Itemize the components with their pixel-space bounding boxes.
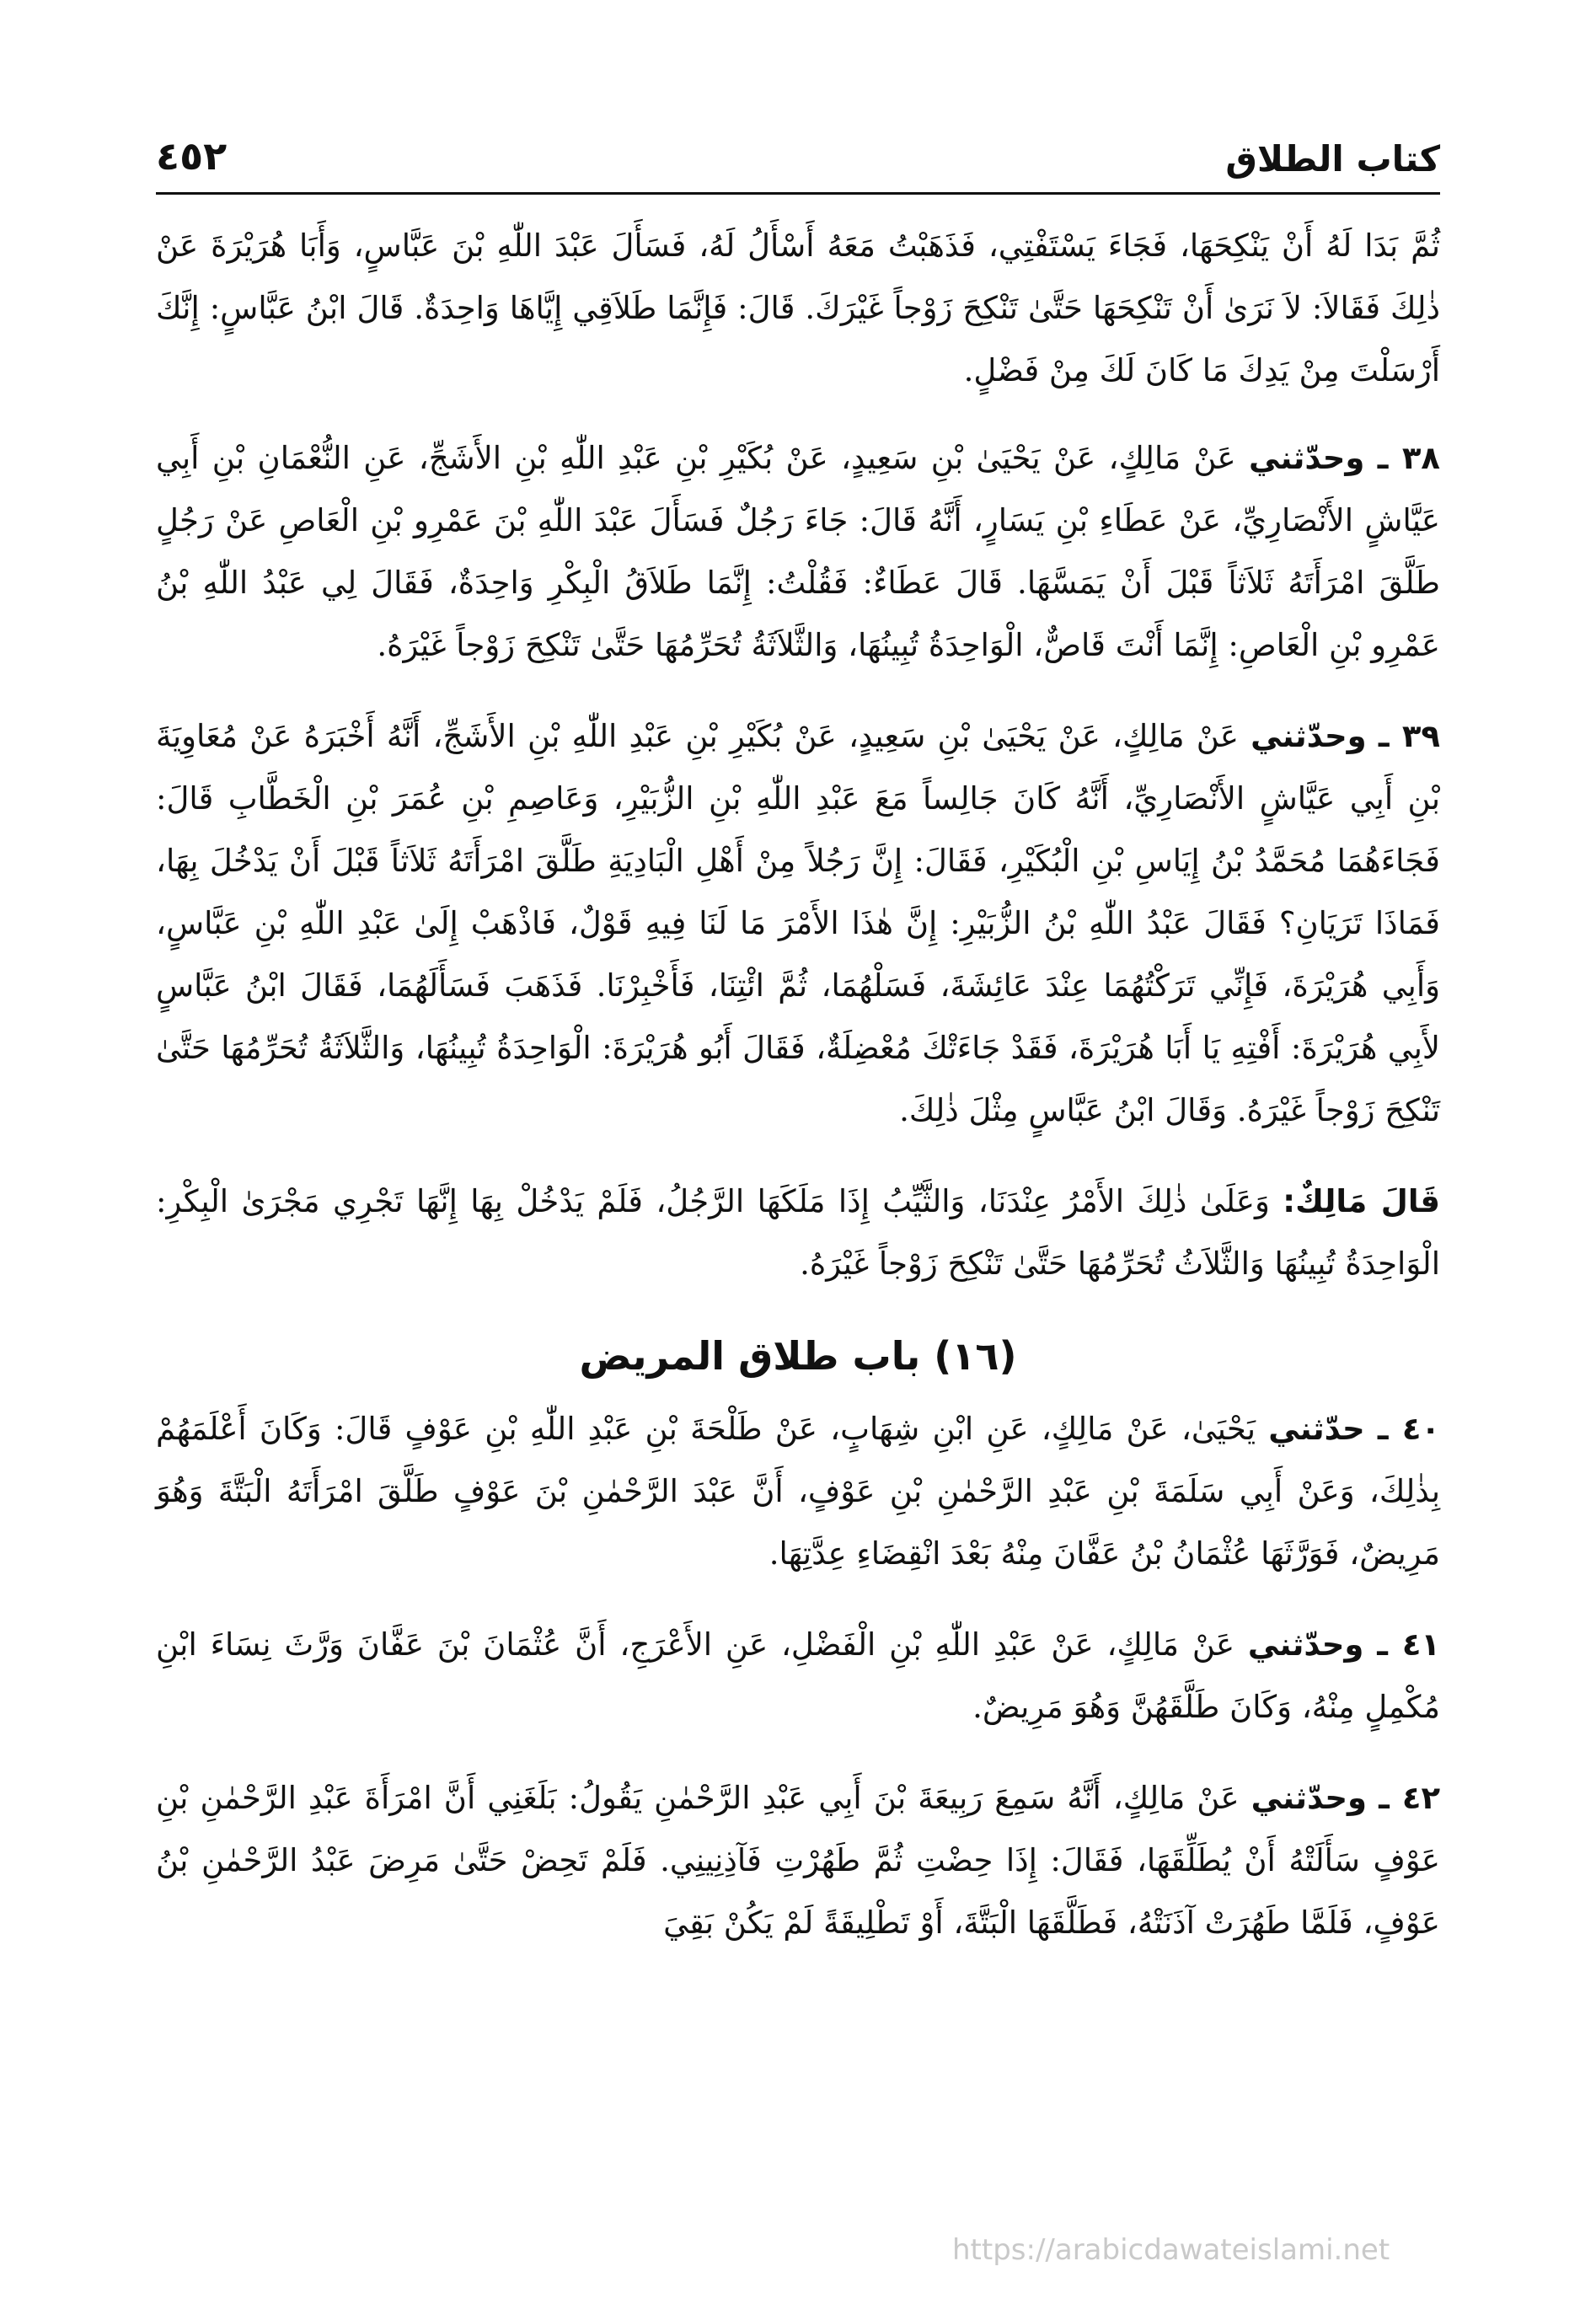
chapter-title: كتاب الطلاق — [1225, 138, 1440, 179]
paragraph-continued — [156, 215, 1440, 402]
hadith-38 — [156, 427, 1440, 677]
page-number: ٤٥٢ — [156, 133, 228, 179]
hadith-40 — [156, 1398, 1440, 1585]
hadith-41 — [156, 1614, 1440, 1739]
hadith-number: ٣٨ ـ — [1377, 440, 1441, 476]
hadith-42 — [156, 1767, 1440, 1954]
hadith-number: ٤٠ ـ — [1377, 1411, 1441, 1447]
watermark-url: https://arabicdawateislami.net — [952, 2233, 1390, 2267]
hadith-number: ٣٩ ـ — [1378, 718, 1440, 754]
hadith-number: ٤٢ ـ — [1379, 1780, 1441, 1816]
page-body — [156, 215, 1440, 1983]
comment-keyword: قَالَ مَالِكٌ: — [1283, 1183, 1440, 1219]
malik-comment — [156, 1171, 1440, 1295]
hadith-keyword: وحدّثني — [1248, 440, 1365, 476]
hadith-text: عَنْ مَالِكٍ، عَنْ عَبْدِ اللّٰهِ بْنِ الْفَضْلِ، عَنِ الأَعْرَجِ، أَنَّ عُثْمَانَ بْنَ عَفَّانَ وَرَّثَ نِسَاءَ ابْنِ مُكْمِلٍ مِنْهُ، وَكَانَ طَلَّقَهُنَّ وَهُوَ مَرِيضٌ. — [156, 1626, 1440, 1725]
hadith-number: ٤١ ـ — [1377, 1626, 1440, 1663]
hadith-text: عَنْ مَالِكٍ، عَنْ يَحْيَىٰ بْنِ سَعِيدٍ، عَنْ بُكَيْرِ بْنِ عَبْدِ اللّٰهِ بْنِ الأَشَجِّ، عَنِ النُّعْمَانِ بْنِ أَبِي عَيَّاشٍ الأَنْصَارِيِّ، عَنْ عَطَاءِ بْنِ يَسَارٍ، أَنَّهُ قَالَ: جَاءَ رَجُلٌ فَسَأَلَ عَبْدَ اللّٰهِ بْنَ عَمْرِو بْنِ الْعَاصِ عَنْ رَجُلٍ طَلَّقَ امْرَأَتَهُ ثَلاَثاً قَبْلَ أَنْ يَمَسَّهَا. قَالَ عَطَاءٌ: فَقُلْتُ: إِنَّمَا طَلاَقُ الْبِكْرِ وَاحِدَةٌ، فَقَالَ لِي عَبْدُ اللّٰهِ بْنُ عَمْرِو بْنِ الْعَاصِ: إِنَّمَا أَنْتَ قَاصٌّ، الْوَاحِدَةُ تُبِينُهَا، وَالثَّلاَثَةُ تُحَرِّمُهَا حَتَّىٰ تَنْكِحَ زَوْجاً غَيْرَهُ. — [156, 440, 1440, 663]
hadith-39 — [156, 705, 1440, 1142]
paragraph-text: ثُمَّ بَدَا لَهُ أَنْ يَنْكِحَهَا، فَجَاءَ يَسْتَفْتِي، فَذَهَبْتُ مَعَهُ أَسْأَلُ لَهُ، فَسَأَلَ عَبْدَ اللّٰهِ بْنَ عَبَّاسٍ، وَأَبَا هُرَيْرَةَ عَنْ ذٰلِكَ فَقَالاَ: لاَ نَرَىٰ أَنْ تَنْكِحَهَا حَتَّىٰ تَنْكِحَ زَوْجاً غَيْرَكَ. قَالَ: فَإِنَّمَا طَلاَقِي إِيَّاهَا وَاحِدَةٌ. قَالَ ابْنُ عَبَّاسٍ: إِنَّكَ أَرْسَلْتَ مِنْ يَدِكَ مَا كَانَ لَكَ مِنْ فَضْلٍ. — [156, 228, 1440, 388]
hadith-text: يَحْيَىٰ، عَنْ مَالِكٍ، عَنِ ابْنِ شِهَابٍ، عَنْ طَلْحَةَ بْنِ عَبْدِ اللّٰهِ بْنِ عَوْفٍ قَالَ: وَكَانَ أَعْلَمَهُمْ بِذٰلِكَ، وَعَنْ أَبِي سَلَمَةَ بْنِ عَبْدِ الرَّحْمٰنِ بْنِ عَوْفٍ، أَنَّ عَبْدَ الرَّحْمٰنِ بْنَ عَوْفٍ طَلَّقَ امْرَأَتَهُ الْبَتَّةَ وَهُوَ مَرِيضٌ، فَوَرَّثَهَا عُثْمَانُ بْنُ عَفَّانَ مِنْهُ بَعْدَ انْقِضَاءِ عِدَّتِهَا. — [156, 1411, 1440, 1572]
comment-text: وَعَلَىٰ ذٰلِكَ الأَمْرُ عِنْدَنَا، وَالثَّيِّبُ إِذَا مَلَكَهَا الرَّجُلُ، فَلَمْ يَدْخُلْ بِهَا إِنَّهَا تَجْرِي مَجْرَىٰ الْبِكْرِ: الْوَاحِدَةُ تُبِينُهَا وَالثَّلاَثُ تُحَرِّمُهَا حَتَّىٰ تَنْكِحَ زَوْجاً غَيْرَهُ. — [156, 1183, 1440, 1282]
hadith-text: عَنْ مَالِكٍ، أَنَّهُ سَمِعَ رَبِيعَةَ بْنَ أَبِي عَبْدِ الرَّحْمٰنِ يَقُولُ: بَلَغَنِي أَنَّ امْرَأَةَ عَبْدِ الرَّحْمٰنِ بْنِ عَوْفٍ سَأَلَتْهُ أَنْ يُطَلِّقَهَا، فَقَالَ: إِذَا حِضْتِ ثُمَّ طَهُرْتِ فَآذِنِينِي. فَلَمْ تَحِضْ حَتَّىٰ مَرِضَ عَبْدُ الرَّحْمٰنِ بْنُ عَوْفٍ، فَلَمَّا طَهُرَتْ آذَنَتْهُ، فَطَلَّقَهَا الْبَتَّةَ، أَوْ تَطْلِيقَةً لَمْ يَكُنْ بَقِيَ — [156, 1780, 1440, 1941]
hadith-keyword: وحدّثني — [1251, 1780, 1368, 1816]
hadith-keyword: وحدّثني — [1251, 718, 1367, 754]
section-heading: (١٦) باب طلاق المريض — [579, 1333, 1017, 1379]
page-header — [156, 126, 1440, 195]
hadith-keyword: حدّثني — [1268, 1411, 1365, 1447]
hadith-text: عَنْ مَالِكٍ، عَنْ يَحْيَىٰ بْنِ سَعِيدٍ، عَنْ بُكَيْرِ بْنِ عَبْدِ اللّٰهِ بْنِ الأَشَجِّ، أَنَّهُ أَخْبَرَهُ عَنْ مُعَاوِيَةَ بْنِ أَبِي عَيَّاشٍ الأَنْصَارِيِّ، أَنَّهُ كَانَ جَالِساً مَعَ عَبْدِ اللّٰهِ بْنِ الزُّبَيْرِ، وَعَاصِمِ بْنِ عُمَرَ بْنِ الْخَطَّابِ قَالَ: فَجَاءَهُمَا مُحَمَّدُ بْنُ إِيَاسِ بْنِ الْبُكَيْرِ، فَقَالَ: إِنَّ رَجُلاً مِنْ أَهْلِ الْبَادِيَةِ طَلَّقَ امْرَأَتَهُ ثَلاَثاً قَبْلَ أَنْ يَدْخُلَ بِهَا، فَمَاذَا تَرَيَانِ؟ فَقَالَ عَبْدُ اللّٰهِ بْنُ الزُّبَيْرِ: إِنَّ هٰذَا الأَمْرَ مَا لَنَا فِيهِ قَوْلٌ، فَاذْهَبْ إِلَىٰ عَبْدِ اللّٰهِ بْنِ عَبَّاسٍ، وَأَبِي هُرَيْرَةَ، فَإِنِّي تَرَكْتُهُمَا عِنْدَ عَائِشَةَ، فَسَلْهُمَا، ثُمَّ ائْتِنَا، فَأَخْبِرْنَا. فَذَهَبَ فَسَأَلَهُمَا، فَقَالَ ابْنُ عَبَّاسٍ لأَبِي هُرَيْرَةَ: أَفْتِهِ يَا أَبَا هُرَيْرَةَ، فَقَدْ جَاءَتْكَ مُعْضِلَةٌ، فَقَالَ أَبُو هُرَيْرَةَ: الْوَاحِدَةُ تُبِينُهَا، وَالثَّلاَثَةُ تُحَرِّمُهَا حَتَّىٰ تَنْكِحَ زَوْجاً غَيْرَهُ. وَقَالَ ابْنُ عَبَّاسٍ مِثْلَ ذٰلِكَ. — [156, 718, 1440, 1128]
hadith-keyword: وحدّثني — [1247, 1626, 1364, 1663]
